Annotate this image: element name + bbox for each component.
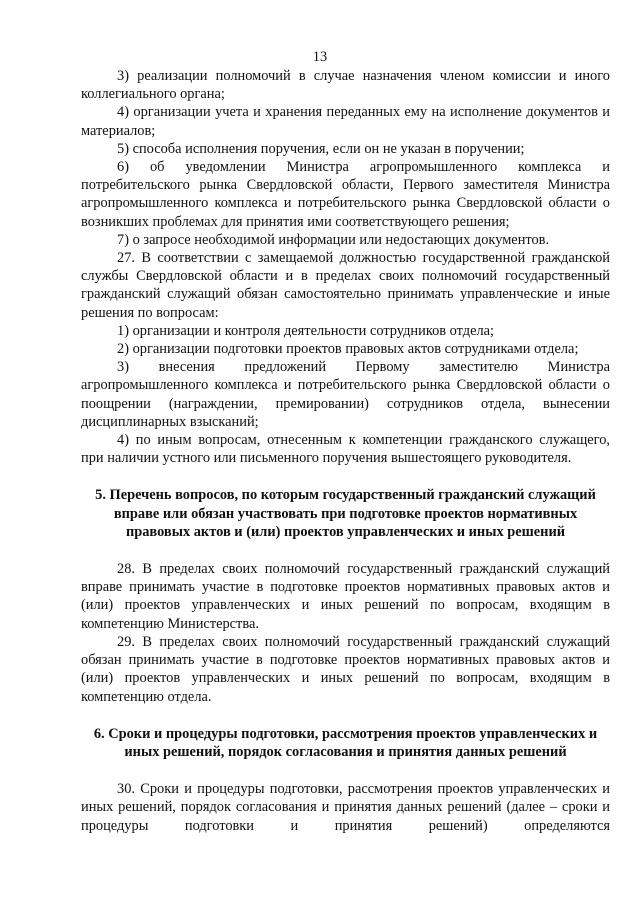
- paragraph: 7) о запросе необходимой информации или недостающих документов.: [117, 231, 550, 248]
- paragraph: 3) реализации полномочий в случае назначения членом комиссии и иного коллегиального органа;: [81, 68, 610, 103]
- section-heading: 6. Сроки и процедуры подготовки, рассмотрения проектов управленческих и иных решений, порядок согласования и принятия данных решений: [93, 725, 598, 760]
- paragraph: 4) организации учета и хранения переданных ему на исполнение документов и материалов;: [81, 104, 610, 139]
- paragraph: 30. Сроки и процедуры подготовки, рассмотрения проектов управленческих и иных решений, порядок согласования и принятия данных решений (далее – сроки и процедуры подготовки и принятия решений) определяются: [81, 781, 610, 834]
- section-spacer: [81, 761, 610, 780]
- paragraph: 5) способа исполнения поручения, если он не указан в поручении;: [117, 140, 525, 157]
- paragraph: 29. В пределах своих полномочий государственный гражданский служащий обязан принимать участие в подготовке проектов нормативных правовых актов и (или) проектов управленческих и иных решений по вопросам, входящим в компетенцию отдела.: [81, 633, 610, 705]
- page-number: 13: [312, 49, 328, 65]
- paragraph: 3) внесения предложений Первому заместителю Министра агропромышленного комплекса и потребительского рынка Свердловской области о поощрении (награждении, премировании) сотрудников отдела, вынесении дисциплинарных взысканий;: [81, 359, 610, 430]
- paragraph: 4) по иным вопросам, отнесенным к компетенции гражданского служащего, при наличии устного или письменного поручения вышестоящего руководителя.: [81, 432, 610, 467]
- paragraph: 28. В пределах своих полномочий государственный гражданский служащий вправе принимать участие в подготовке проектов нормативных правовых актов и (или) проектов управленческих и иных решений по вопросам, входящим в компетенцию Министерства.: [81, 561, 610, 632]
- section-heading: 5. Перечень вопросов, по которым государственный гражданский служащий вправе или обязан участвовать при подготовке проектов нормативных правовых актов и (или) проектов управленческих и иных решений: [95, 487, 596, 540]
- section-spacer: [81, 706, 610, 725]
- section-spacer: [81, 541, 610, 560]
- paragraph: 27. В соответствии с замещаемой должностью государственной гражданской службы Свердловской области и в пределах своих полномочий государственный гражданский служащий обязан самостоятельно принимать управленческие и иные решения по вопросам:: [81, 250, 610, 321]
- paragraph: 1) организации и контроля деятельности сотрудников отдела;: [117, 322, 495, 339]
- paragraph: 2) организации подготовки проектов правовых актов сотрудниками отдела;: [117, 341, 579, 358]
- document-body: [81, 67, 610, 835]
- paragraph: 6) об уведомлении Министра агропромышленного комплекса и потребительского рынка Свердловской области, Первого заместителя Министра агропромышленного комплекса и потребительского рынка Свердловской области о возникших проблемах для принятия ими соответствующего решения;: [81, 159, 610, 230]
- section-spacer: [81, 467, 610, 486]
